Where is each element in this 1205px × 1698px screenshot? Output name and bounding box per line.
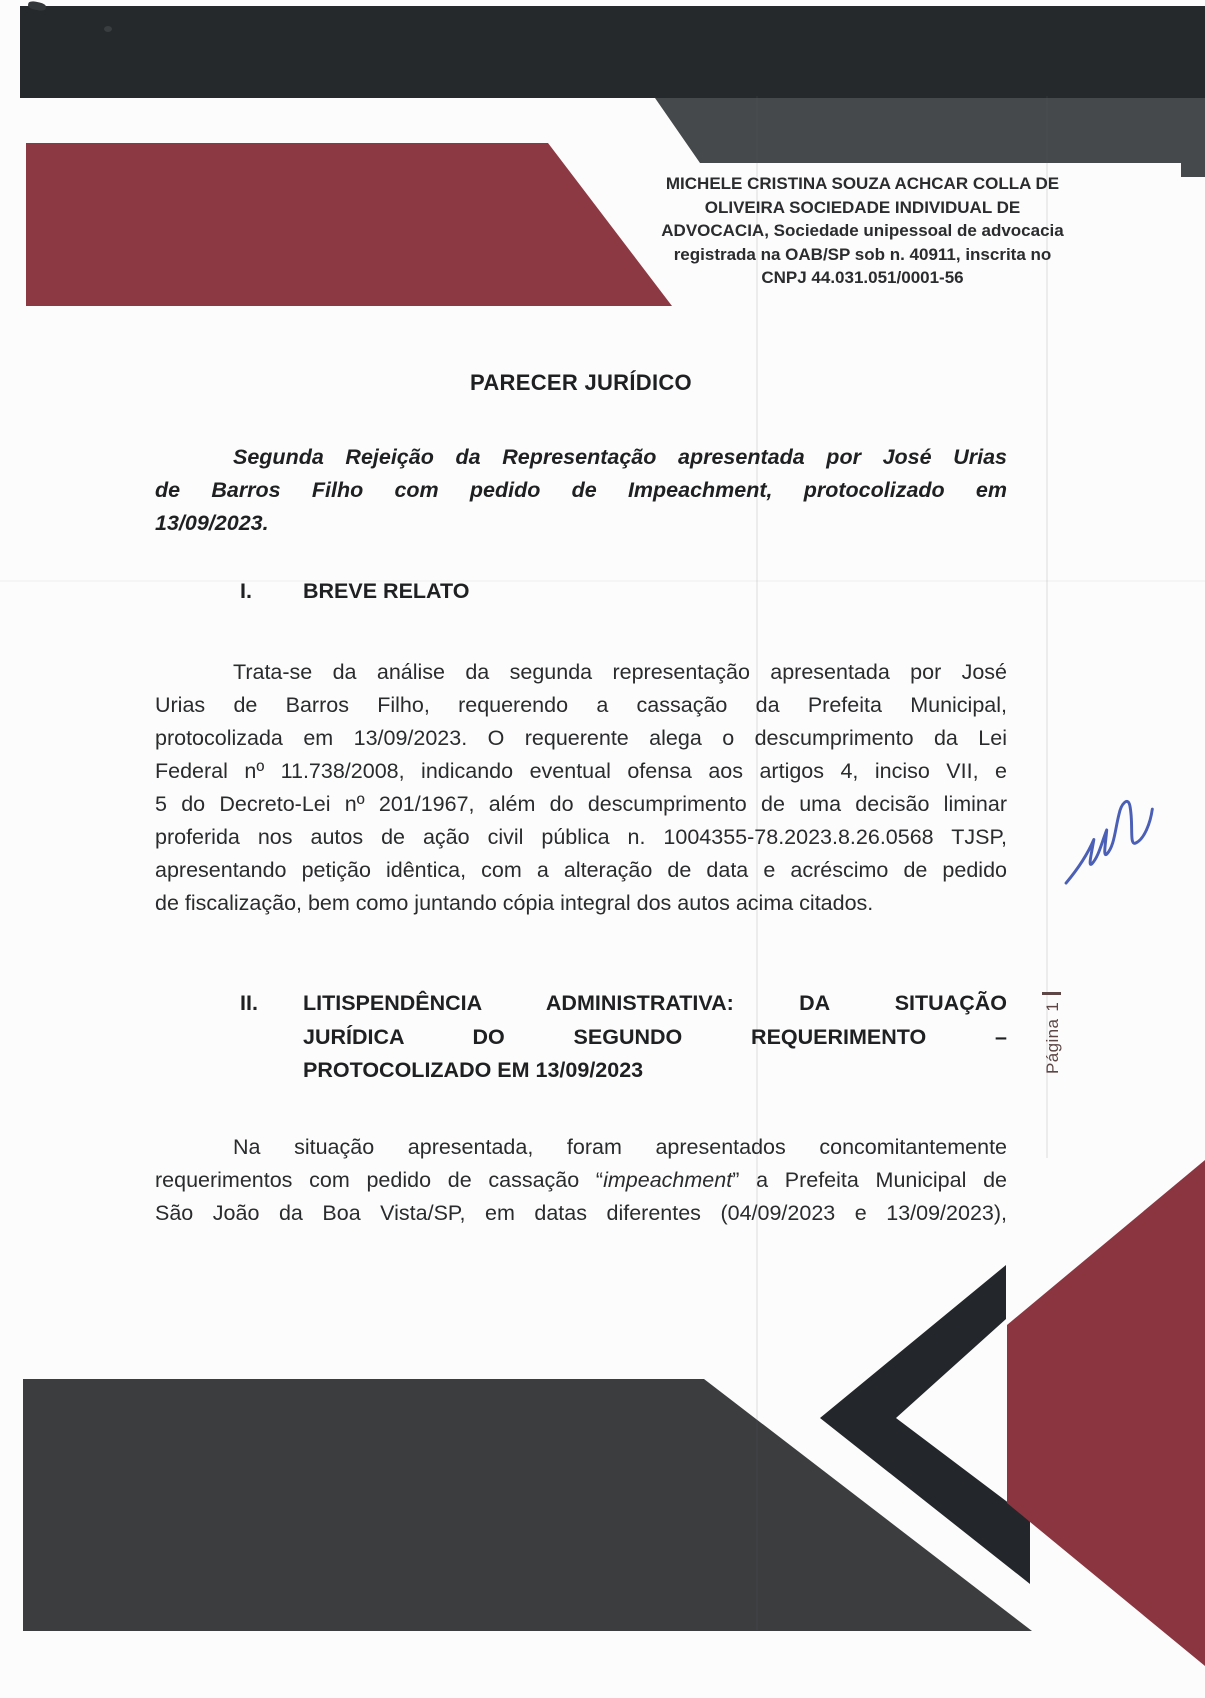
text-line: Na situação apresentada, foram apresentados concomitantemente: [233, 1135, 1007, 1159]
letterhead-firm-block: [635, 172, 1090, 290]
page-number-footer: [1039, 944, 1067, 1074]
text-line: 5 do Decreto-Lei nº 201/1967, além do descumprimento de uma decisão liminar: [155, 792, 1007, 816]
text-line: registrada na OAB/SP sob n. 40911, inscrita no: [673, 244, 1052, 264]
text-line: Urias de Barros Filho, requerendo a cassação da Prefeita Municipal,: [155, 693, 1007, 717]
page-footer-rule: [1042, 992, 1061, 995]
text-line: [155, 1164, 1007, 1197]
scan-speck: [104, 26, 112, 32]
section-numeral: II.: [240, 991, 258, 1015]
text-line: OLIVEIRA SOCIEDADE INDIVIDUAL DE: [704, 197, 1021, 217]
section-heading-i: [155, 575, 1007, 609]
text-line: CNPJ 44.031.051/0001-56: [761, 268, 964, 287]
text-run: ” a Prefeita Municipal de: [732, 1168, 1007, 1192]
body-paragraph: [155, 656, 1007, 920]
text-line: LITISPENDÊNCIA ADMINISTRATIVA: DA SITUAÇÃO: [303, 991, 1007, 1015]
section-heading-text: [303, 575, 1007, 609]
text-line: 13/09/2023.: [155, 511, 269, 535]
text-line: JURÍDICA DO SEGUNDO REQUERIMENTO –: [303, 1024, 1007, 1049]
page-footer-label: Página: [1043, 1018, 1062, 1074]
text-line: Segunda Rejeição da Representação apresentada por José Urias: [233, 445, 1007, 469]
text-line: ADVOCACIA, Sociedade unipessoal de advocacia: [661, 221, 1064, 240]
body-paragraph: [155, 1131, 1007, 1230]
page-footer-number: 1: [1043, 1001, 1062, 1012]
text-line: PROTOCOLIZADO EM 13/09/2023: [303, 1058, 644, 1082]
text-run: requerimentos com pedido de cassação “: [155, 1168, 604, 1192]
text-line: Federal nº 11.738/2008, indicando eventual ofensa aos artigos 4, inciso VII, e: [155, 759, 1007, 783]
subject-paragraph: [155, 441, 1007, 540]
section-numeral: I.: [240, 579, 252, 603]
text-line: protocolizada em 13/09/2023. O requerente alega o descumprimento da Lei: [155, 726, 1007, 750]
italic-term: impeachment: [603, 1168, 733, 1192]
section-heading-ii: [155, 987, 1007, 1088]
text-line: MICHELE CRISTINA SOUZA ACHCAR COLLA DE: [665, 174, 1060, 193]
text-line: de fiscalização, bem como juntando cópia integral dos autos acima citados.: [155, 891, 874, 915]
text-line: de Barros Filho com pedido de Impeachment, protocolizado em: [155, 478, 1007, 502]
text-line: BREVE RELATO: [303, 579, 470, 603]
text-line: São João da Boa Vista/SP, em datas diferentes (04/09/2023 e 13/09/2023),: [155, 1201, 1007, 1225]
document-title: PARECER JURÍDICO: [470, 370, 692, 395]
text-line: proferida nos autos de ação civil pública n. 1004355-78.2023.8.26.0568 TJSP,: [155, 825, 1007, 849]
text-line: apresentando petição idêntica, com a alteração de data e acréscimo de pedido: [155, 858, 1007, 882]
text-line: Trata-se da análise da segunda representação apresentada por José: [233, 660, 1007, 684]
section-heading-text: [303, 987, 1007, 1088]
signature-mark: [1053, 779, 1167, 896]
